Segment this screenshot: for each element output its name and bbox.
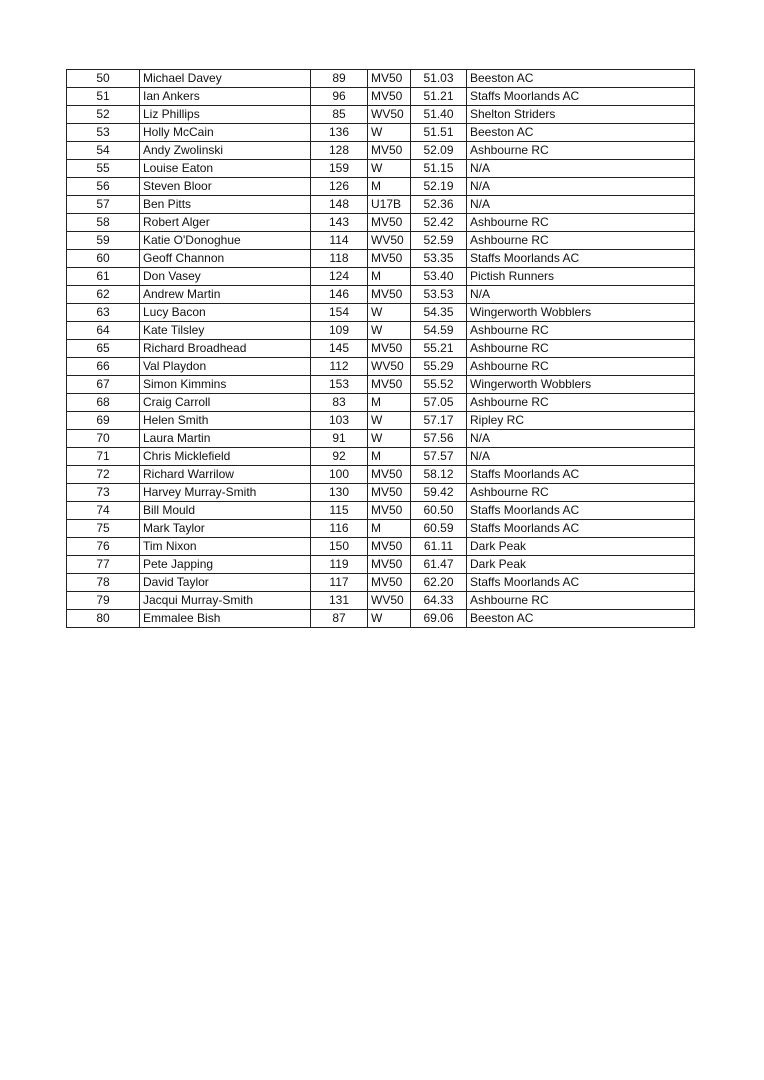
category-cell: W <box>368 430 411 448</box>
runner-name-cell: Richard Broadhead <box>140 340 311 358</box>
table-row <box>67 556 695 574</box>
position-cell: 67 <box>67 376 140 394</box>
finish-time-cell: 53.40 <box>411 268 467 286</box>
bib-number-cell: 83 <box>311 394 368 412</box>
bib-number-cell: 117 <box>311 574 368 592</box>
club-cell: Wingerworth Wobblers <box>467 304 695 322</box>
bib-number-cell: 145 <box>311 340 368 358</box>
club-cell: Beeston AC <box>467 70 695 88</box>
category-cell: W <box>368 124 411 142</box>
table-row <box>67 70 695 88</box>
bib-number-cell: 128 <box>311 142 368 160</box>
table-row <box>67 142 695 160</box>
position-cell: 60 <box>67 250 140 268</box>
runner-name-cell: Lucy Bacon <box>140 304 311 322</box>
finish-time-cell: 62.20 <box>411 574 467 592</box>
finish-time-cell: 53.53 <box>411 286 467 304</box>
table-row <box>67 358 695 376</box>
finish-time-cell: 55.52 <box>411 376 467 394</box>
finish-time-cell: 61.11 <box>411 538 467 556</box>
club-cell: Ashbourne RC <box>467 592 695 610</box>
bib-number-cell: 87 <box>311 610 368 628</box>
runner-name-cell: Val Playdon <box>140 358 311 376</box>
bib-number-cell: 159 <box>311 160 368 178</box>
table-row <box>67 430 695 448</box>
club-cell: Ashbourne RC <box>467 394 695 412</box>
club-cell: N/A <box>467 286 695 304</box>
runner-name-cell: Michael Davey <box>140 70 311 88</box>
position-cell: 54 <box>67 142 140 160</box>
table-row <box>67 340 695 358</box>
runner-name-cell: Richard Warrilow <box>140 466 311 484</box>
finish-time-cell: 53.35 <box>411 250 467 268</box>
table-row <box>67 268 695 286</box>
category-cell: MV50 <box>368 70 411 88</box>
bib-number-cell: 126 <box>311 178 368 196</box>
position-cell: 79 <box>67 592 140 610</box>
category-cell: MV50 <box>368 340 411 358</box>
category-cell: MV50 <box>368 376 411 394</box>
bib-number-cell: 124 <box>311 268 368 286</box>
runner-name-cell: Jacqui Murray-Smith <box>140 592 311 610</box>
category-cell: MV50 <box>368 466 411 484</box>
position-cell: 62 <box>67 286 140 304</box>
club-cell: Ashbourne RC <box>467 232 695 250</box>
bib-number-cell: 112 <box>311 358 368 376</box>
club-cell: Beeston AC <box>467 610 695 628</box>
table-row <box>67 394 695 412</box>
category-cell: WV50 <box>368 232 411 250</box>
runner-name-cell: Mark Taylor <box>140 520 311 538</box>
table-row <box>67 520 695 538</box>
runner-name-cell: Robert Alger <box>140 214 311 232</box>
bib-number-cell: 148 <box>311 196 368 214</box>
bib-number-cell: 96 <box>311 88 368 106</box>
category-cell: MV50 <box>368 88 411 106</box>
club-cell: Beeston AC <box>467 124 695 142</box>
category-cell: MV50 <box>368 286 411 304</box>
runner-name-cell: Simon Kimmins <box>140 376 311 394</box>
club-cell: N/A <box>467 430 695 448</box>
club-cell: Shelton Striders <box>467 106 695 124</box>
category-cell: MV50 <box>368 142 411 160</box>
table-row <box>67 538 695 556</box>
finish-time-cell: 54.35 <box>411 304 467 322</box>
table-row <box>67 304 695 322</box>
table-row <box>67 124 695 142</box>
category-cell: WV50 <box>368 106 411 124</box>
table-row <box>67 88 695 106</box>
club-cell: Dark Peak <box>467 538 695 556</box>
finish-time-cell: 61.47 <box>411 556 467 574</box>
club-cell: Staffs Moorlands AC <box>467 250 695 268</box>
bib-number-cell: 116 <box>311 520 368 538</box>
club-cell: Pictish Runners <box>467 268 695 286</box>
position-cell: 72 <box>67 466 140 484</box>
category-cell: W <box>368 160 411 178</box>
finish-time-cell: 51.03 <box>411 70 467 88</box>
finish-time-cell: 54.59 <box>411 322 467 340</box>
category-cell: M <box>368 268 411 286</box>
table-row <box>67 196 695 214</box>
club-cell: Dark Peak <box>467 556 695 574</box>
position-cell: 76 <box>67 538 140 556</box>
runner-name-cell: Harvey Murray-Smith <box>140 484 311 502</box>
position-cell: 58 <box>67 214 140 232</box>
position-cell: 64 <box>67 322 140 340</box>
runner-name-cell: Ben Pitts <box>140 196 311 214</box>
bib-number-cell: 109 <box>311 322 368 340</box>
bib-number-cell: 153 <box>311 376 368 394</box>
finish-time-cell: 69.06 <box>411 610 467 628</box>
finish-time-cell: 51.15 <box>411 160 467 178</box>
club-cell: N/A <box>467 196 695 214</box>
finish-time-cell: 55.21 <box>411 340 467 358</box>
category-cell: W <box>368 304 411 322</box>
bib-number-cell: 89 <box>311 70 368 88</box>
club-cell: Staffs Moorlands AC <box>467 502 695 520</box>
finish-time-cell: 55.29 <box>411 358 467 376</box>
club-cell: Staffs Moorlands AC <box>467 520 695 538</box>
category-cell: M <box>368 394 411 412</box>
runner-name-cell: Chris Micklefield <box>140 448 311 466</box>
position-cell: 68 <box>67 394 140 412</box>
club-cell: Ripley RC <box>467 412 695 430</box>
runner-name-cell: Ian Ankers <box>140 88 311 106</box>
club-cell: N/A <box>467 178 695 196</box>
runner-name-cell: Emmalee Bish <box>140 610 311 628</box>
category-cell: MV50 <box>368 214 411 232</box>
runner-name-cell: Laura Martin <box>140 430 311 448</box>
bib-number-cell: 118 <box>311 250 368 268</box>
bib-number-cell: 143 <box>311 214 368 232</box>
finish-time-cell: 60.59 <box>411 520 467 538</box>
table-row <box>67 574 695 592</box>
position-cell: 66 <box>67 358 140 376</box>
results-table <box>66 69 695 628</box>
runner-name-cell: Craig Carroll <box>140 394 311 412</box>
club-cell: Ashbourne RC <box>467 322 695 340</box>
position-cell: 77 <box>67 556 140 574</box>
club-cell: Ashbourne RC <box>467 358 695 376</box>
category-cell: MV50 <box>368 538 411 556</box>
position-cell: 63 <box>67 304 140 322</box>
position-cell: 55 <box>67 160 140 178</box>
results-table-body <box>67 70 695 628</box>
bib-number-cell: 119 <box>311 556 368 574</box>
category-cell: WV50 <box>368 592 411 610</box>
finish-time-cell: 57.56 <box>411 430 467 448</box>
table-row <box>67 214 695 232</box>
category-cell: M <box>368 448 411 466</box>
table-row <box>67 376 695 394</box>
position-cell: 73 <box>67 484 140 502</box>
table-row <box>67 286 695 304</box>
table-row <box>67 592 695 610</box>
finish-time-cell: 59.42 <box>411 484 467 502</box>
position-cell: 70 <box>67 430 140 448</box>
runner-name-cell: Katie O'Donoghue <box>140 232 311 250</box>
position-cell: 57 <box>67 196 140 214</box>
club-cell: Ashbourne RC <box>467 142 695 160</box>
bib-number-cell: 114 <box>311 232 368 250</box>
category-cell: MV50 <box>368 502 411 520</box>
category-cell: W <box>368 322 411 340</box>
position-cell: 59 <box>67 232 140 250</box>
table-row <box>67 106 695 124</box>
position-cell: 51 <box>67 88 140 106</box>
bib-number-cell: 103 <box>311 412 368 430</box>
category-cell: W <box>368 610 411 628</box>
runner-name-cell: Bill Mould <box>140 502 311 520</box>
finish-time-cell: 57.17 <box>411 412 467 430</box>
finish-time-cell: 57.05 <box>411 394 467 412</box>
category-cell: WV50 <box>368 358 411 376</box>
table-row <box>67 250 695 268</box>
club-cell: Staffs Moorlands AC <box>467 88 695 106</box>
table-row <box>67 232 695 250</box>
bib-number-cell: 131 <box>311 592 368 610</box>
runner-name-cell: Kate Tilsley <box>140 322 311 340</box>
position-cell: 61 <box>67 268 140 286</box>
bib-number-cell: 92 <box>311 448 368 466</box>
category-cell: MV50 <box>368 250 411 268</box>
finish-time-cell: 52.36 <box>411 196 467 214</box>
category-cell: M <box>368 178 411 196</box>
finish-time-cell: 51.21 <box>411 88 467 106</box>
finish-time-cell: 51.51 <box>411 124 467 142</box>
club-cell: Ashbourne RC <box>467 340 695 358</box>
runner-name-cell: Louise Eaton <box>140 160 311 178</box>
runner-name-cell: Geoff Channon <box>140 250 311 268</box>
finish-time-cell: 52.19 <box>411 178 467 196</box>
position-cell: 50 <box>67 70 140 88</box>
runner-name-cell: Liz Phillips <box>140 106 311 124</box>
position-cell: 56 <box>67 178 140 196</box>
category-cell: W <box>368 412 411 430</box>
runner-name-cell: Andy Zwolinski <box>140 142 311 160</box>
position-cell: 78 <box>67 574 140 592</box>
position-cell: 74 <box>67 502 140 520</box>
runner-name-cell: Helen Smith <box>140 412 311 430</box>
finish-time-cell: 52.09 <box>411 142 467 160</box>
finish-time-cell: 64.33 <box>411 592 467 610</box>
table-row <box>67 484 695 502</box>
category-cell: MV50 <box>368 484 411 502</box>
table-row <box>67 412 695 430</box>
runner-name-cell: Pete Japping <box>140 556 311 574</box>
position-cell: 69 <box>67 412 140 430</box>
finish-time-cell: 57.57 <box>411 448 467 466</box>
club-cell: Wingerworth Wobblers <box>467 376 695 394</box>
club-cell: Ashbourne RC <box>467 214 695 232</box>
club-cell: Staffs Moorlands AC <box>467 466 695 484</box>
club-cell: Staffs Moorlands AC <box>467 574 695 592</box>
finish-time-cell: 51.40 <box>411 106 467 124</box>
club-cell: N/A <box>467 160 695 178</box>
category-cell: MV50 <box>368 556 411 574</box>
finish-time-cell: 60.50 <box>411 502 467 520</box>
position-cell: 71 <box>67 448 140 466</box>
position-cell: 80 <box>67 610 140 628</box>
position-cell: 53 <box>67 124 140 142</box>
table-row <box>67 448 695 466</box>
runner-name-cell: Tim Nixon <box>140 538 311 556</box>
club-cell: Ashbourne RC <box>467 484 695 502</box>
bib-number-cell: 150 <box>311 538 368 556</box>
category-cell: U17B <box>368 196 411 214</box>
position-cell: 52 <box>67 106 140 124</box>
position-cell: 75 <box>67 520 140 538</box>
bib-number-cell: 130 <box>311 484 368 502</box>
table-row <box>67 322 695 340</box>
finish-time-cell: 52.42 <box>411 214 467 232</box>
category-cell: M <box>368 520 411 538</box>
table-row <box>67 178 695 196</box>
runner-name-cell: Steven Bloor <box>140 178 311 196</box>
table-row <box>67 502 695 520</box>
bib-number-cell: 91 <box>311 430 368 448</box>
bib-number-cell: 136 <box>311 124 368 142</box>
table-row <box>67 160 695 178</box>
runner-name-cell: Holly McCain <box>140 124 311 142</box>
bib-number-cell: 100 <box>311 466 368 484</box>
runner-name-cell: Andrew Martin <box>140 286 311 304</box>
table-row <box>67 466 695 484</box>
bib-number-cell: 154 <box>311 304 368 322</box>
bib-number-cell: 115 <box>311 502 368 520</box>
finish-time-cell: 58.12 <box>411 466 467 484</box>
finish-time-cell: 52.59 <box>411 232 467 250</box>
bib-number-cell: 85 <box>311 106 368 124</box>
category-cell: MV50 <box>368 574 411 592</box>
club-cell: N/A <box>467 448 695 466</box>
runner-name-cell: Don Vasey <box>140 268 311 286</box>
position-cell: 65 <box>67 340 140 358</box>
bib-number-cell: 146 <box>311 286 368 304</box>
table-row <box>67 610 695 628</box>
runner-name-cell: David Taylor <box>140 574 311 592</box>
